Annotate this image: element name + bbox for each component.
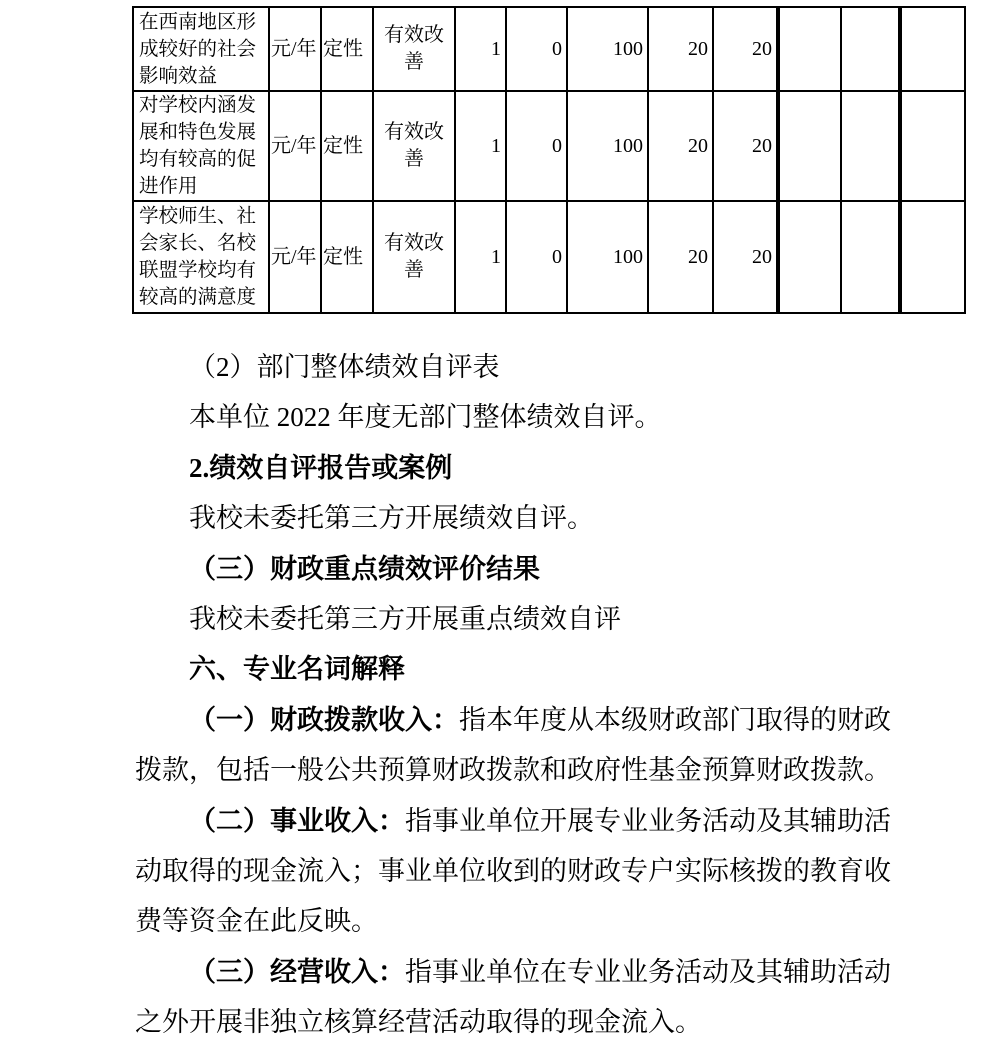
table-cell <box>900 201 965 313</box>
table-cell: 100 <box>567 91 648 201</box>
table-cell: 在西南地区形成较好的社会影响效益 <box>133 7 269 91</box>
table-cell: 1 <box>455 7 506 91</box>
table-cell <box>841 201 900 313</box>
text-run: 指事业单位开展专业业务活动及其辅助活动取得的现金流入；事业单位收到的财政专户实际核拨的教育收费等资金在此反映。 <box>135 805 891 937</box>
table-cell: 1 <box>455 201 506 313</box>
bold-text-run: （二）事业收入： <box>189 805 405 836</box>
text-run: 我校未委托第三方开展重点绩效自评 <box>189 604 621 635</box>
bold-text-run: （三）财政重点绩效评价结果 <box>189 553 540 584</box>
heading-3-key-performance-evaluation <box>135 544 891 594</box>
table-cell: 20 <box>713 91 778 201</box>
text-run: （2）部门整体绩效自评表 <box>189 352 500 382</box>
text-run: 指事业单位在专业业务活动及其辅助活动之外开展非独立核算经营活动取得的现金流入。 <box>135 956 891 1038</box>
table-row <box>133 201 965 313</box>
table-cell: 1 <box>455 91 506 201</box>
term-1-fiscal-appropriation-income <box>135 695 891 796</box>
table-cell: 20 <box>713 201 778 313</box>
table-cell: 20 <box>648 91 713 201</box>
table-cell: 有效改善 <box>373 201 455 313</box>
bold-text-run: （三）经营收入： <box>189 956 405 987</box>
term-3-business-income <box>135 947 891 1041</box>
table-cell: 定性 <box>321 7 373 91</box>
text-run: 我校未委托第三方开展绩效自评。 <box>189 503 594 534</box>
table-cell: 0 <box>506 91 567 201</box>
statement-no-third-party-self-eval <box>135 493 891 543</box>
statement-no-dept-self-eval <box>135 392 891 442</box>
table-cell: 元/年 <box>269 91 321 201</box>
table-cell: 元/年 <box>269 7 321 91</box>
bold-text-run: 2.绩效自评报告或案例 <box>189 452 453 483</box>
heading-6-terminology <box>135 644 891 694</box>
document-body <box>135 342 891 1041</box>
table-cell: 100 <box>567 7 648 91</box>
table-body <box>133 7 965 313</box>
table-cell: 定性 <box>321 201 373 313</box>
statement-no-third-party-key-eval <box>135 594 891 644</box>
table-cell: 20 <box>648 7 713 91</box>
bold-text-run: 六、专业名词解释 <box>189 654 405 685</box>
table-cell <box>900 7 965 91</box>
table-cell <box>778 7 841 91</box>
table-cell <box>841 91 900 201</box>
table-row <box>133 91 965 201</box>
table-cell: 100 <box>567 201 648 313</box>
table-cell <box>900 91 965 201</box>
table-cell: 0 <box>506 7 567 91</box>
table-cell: 定性 <box>321 91 373 201</box>
bold-text-run: （一）财政拨款收入： <box>189 704 459 735</box>
table-cell: 学校师生、社会家长、名校联盟学校均有较高的满意度 <box>133 201 269 313</box>
term-2-operating-income-public <box>135 796 891 947</box>
table-cell <box>841 7 900 91</box>
table-cell <box>778 91 841 201</box>
performance-table <box>132 6 966 314</box>
text-run: 指本年度从本级财政部门取得的财政拨款，包括一般公共预算财政拨款和政府性基金预算财政拨款。 <box>135 704 891 786</box>
text-run: 本单位 2022 年度无部门整体绩效自评。 <box>189 402 662 433</box>
table-cell: 元/年 <box>269 201 321 313</box>
heading-2-self-eval-report <box>135 443 891 493</box>
table-cell: 对学校内涵发展和特色发展均有较高的促进作用 <box>133 91 269 201</box>
table-cell: 0 <box>506 201 567 313</box>
table-cell: 20 <box>648 201 713 313</box>
table-cell: 有效改善 <box>373 7 455 91</box>
table-cell <box>778 201 841 313</box>
table-cell: 20 <box>713 7 778 91</box>
table-row <box>133 7 965 91</box>
table-cell: 有效改善 <box>373 91 455 201</box>
sub-list-item-2 <box>135 342 891 392</box>
